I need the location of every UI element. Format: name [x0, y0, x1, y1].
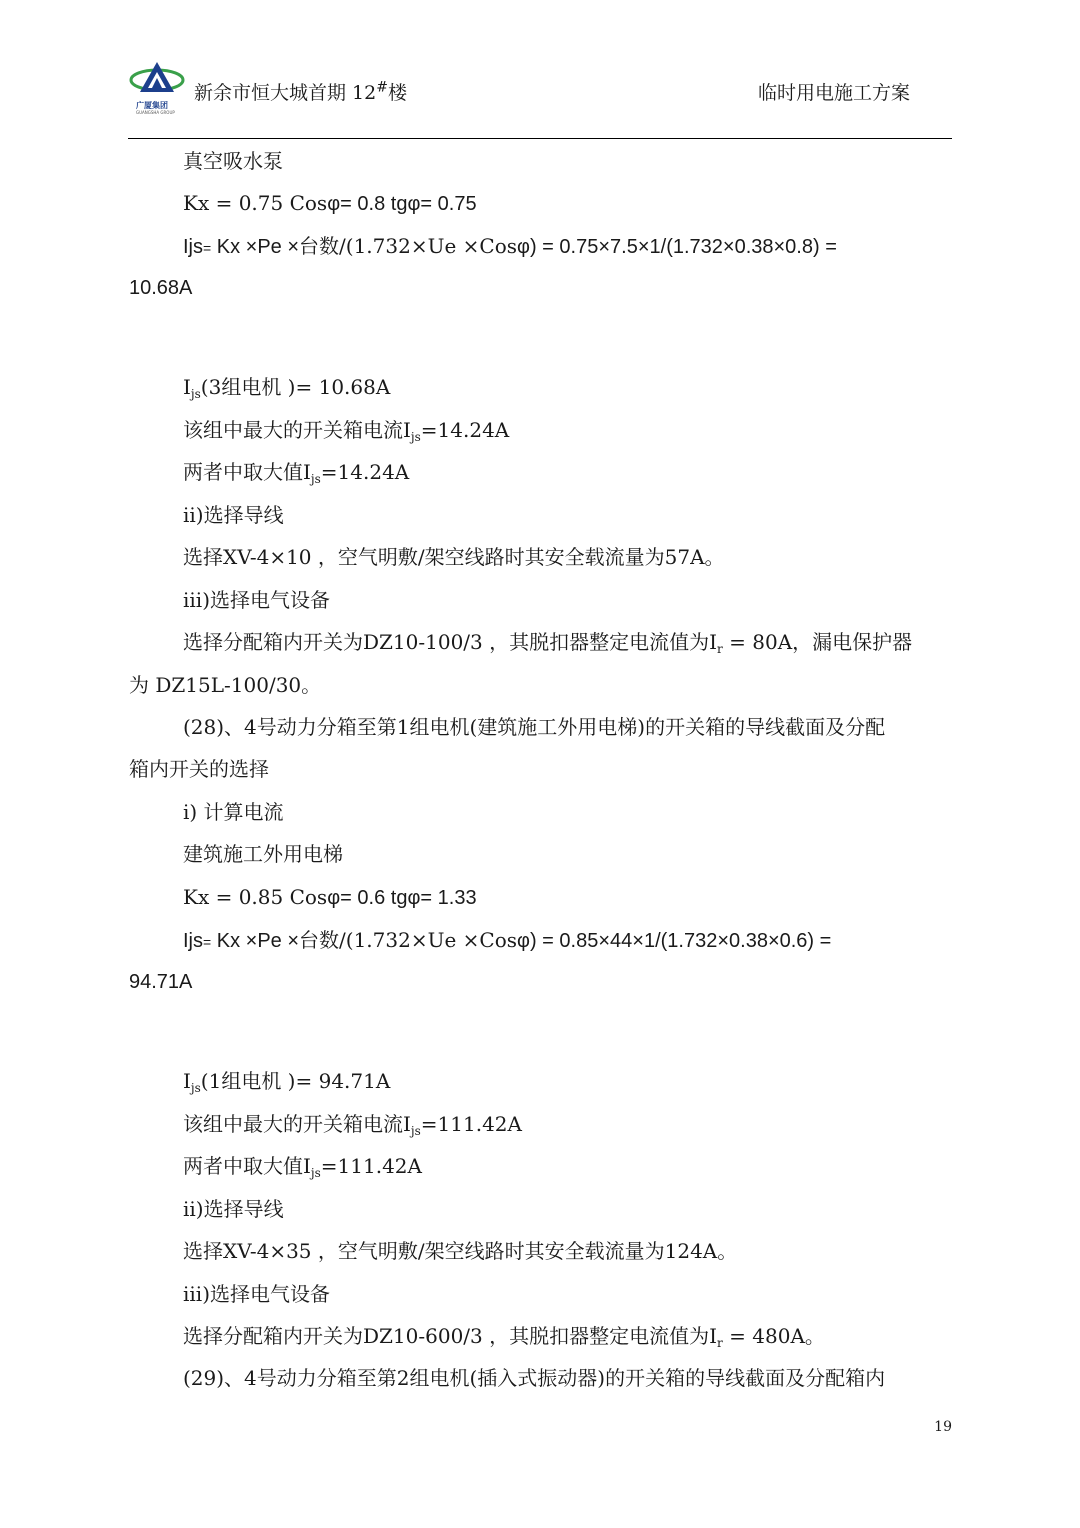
logo-text: 广厦集团: [136, 101, 168, 110]
section-heading: i) 计算电流: [183, 800, 284, 824]
chosen-current-line: 两者中取大值$I_{js}=111.42A$: [183, 1154, 422, 1180]
max-current-line: 该组中最大的开关箱电流$I_{js}=14.24A$: [183, 418, 510, 444]
paragraph: 建筑施工外用电梯: [183, 842, 343, 866]
paragraph: 选择XV-4×10 ，空气明敷/架空线路时其安全载流量为57A。: [183, 545, 725, 569]
coefficient-line: Kx = 0.75 Cosφ= 0.8 tgφ= 0.75: [183, 191, 477, 215]
header-divider: [128, 138, 952, 139]
section-heading: ii)选择导线: [183, 503, 284, 527]
page-header: [128, 58, 952, 140]
chosen-current-line: 两者中取大值$I_{js}=14.24A$: [183, 460, 410, 486]
section-heading: iii)选择电气设备: [183, 588, 330, 612]
paragraph: 真空吸水泵: [183, 149, 283, 173]
paragraph: 选择XV-4×35 ，空气明敷/架空线路时其安全载流量为124A。: [183, 1239, 738, 1263]
document-title: 临时用电施工方案: [757, 82, 910, 104]
paragraph: (28)、4号动力分箱至第1组电机(建筑施工外用电梯)的开关箱的导线截面及分配: [183, 715, 886, 739]
formula-line: Ijs= Kx ×Pe ×台数/(1.732×Ue ×Cosφ) = 0.85×44×1/(1.732×0.38×0.6) =: [183, 928, 832, 952]
paragraph: 选择分配箱内开关为DZ10-600/3 ，其脱扣器整定电流值为$I_r = 480A$。: [183, 1324, 825, 1350]
current-line: $I_{js}(3$组电机 )= 10.68A: [183, 375, 391, 401]
paragraph: 箱内开关的选择: [129, 757, 269, 781]
coefficient-line: Kx = 0.85 Cosφ= 0.6 tgφ= 1.33: [183, 885, 477, 909]
paragraph: (29)、4号动力分箱至第2组电机(插入式振动器)的开关箱的导线截面及分配箱内: [183, 1366, 886, 1390]
formula-line: Ijs= Kx ×Pe ×台数/(1.732×Ue ×Cosφ) = 0.75×7.5×1/(1.732×0.38×0.8) =: [183, 234, 837, 258]
formula-result: 10.68A: [129, 277, 193, 299]
page-number: 19: [934, 1419, 952, 1435]
project-name: 新余市恒大城首期 12#楼: [194, 79, 407, 104]
section-heading: iii)选择电气设备: [183, 1282, 330, 1306]
paragraph: 为 DZ15L-100/30。: [129, 673, 322, 697]
current-line: $I_{js}(1$组电机 )= 94.71A: [183, 1069, 391, 1095]
section-heading: ii)选择导线: [183, 1197, 284, 1221]
paragraph: 选择分配箱内开关为DZ10-100/3 ，其脱扣器整定电流值为$I_r = 80A$，漏电保护器: [183, 630, 913, 656]
max-current-line: 该组中最大的开关箱电流$I_{js}=111.42A$: [183, 1112, 522, 1138]
logo-subtext: GUANGSHA GROUP: [136, 110, 175, 115]
formula-result: 94.71A: [129, 971, 193, 993]
